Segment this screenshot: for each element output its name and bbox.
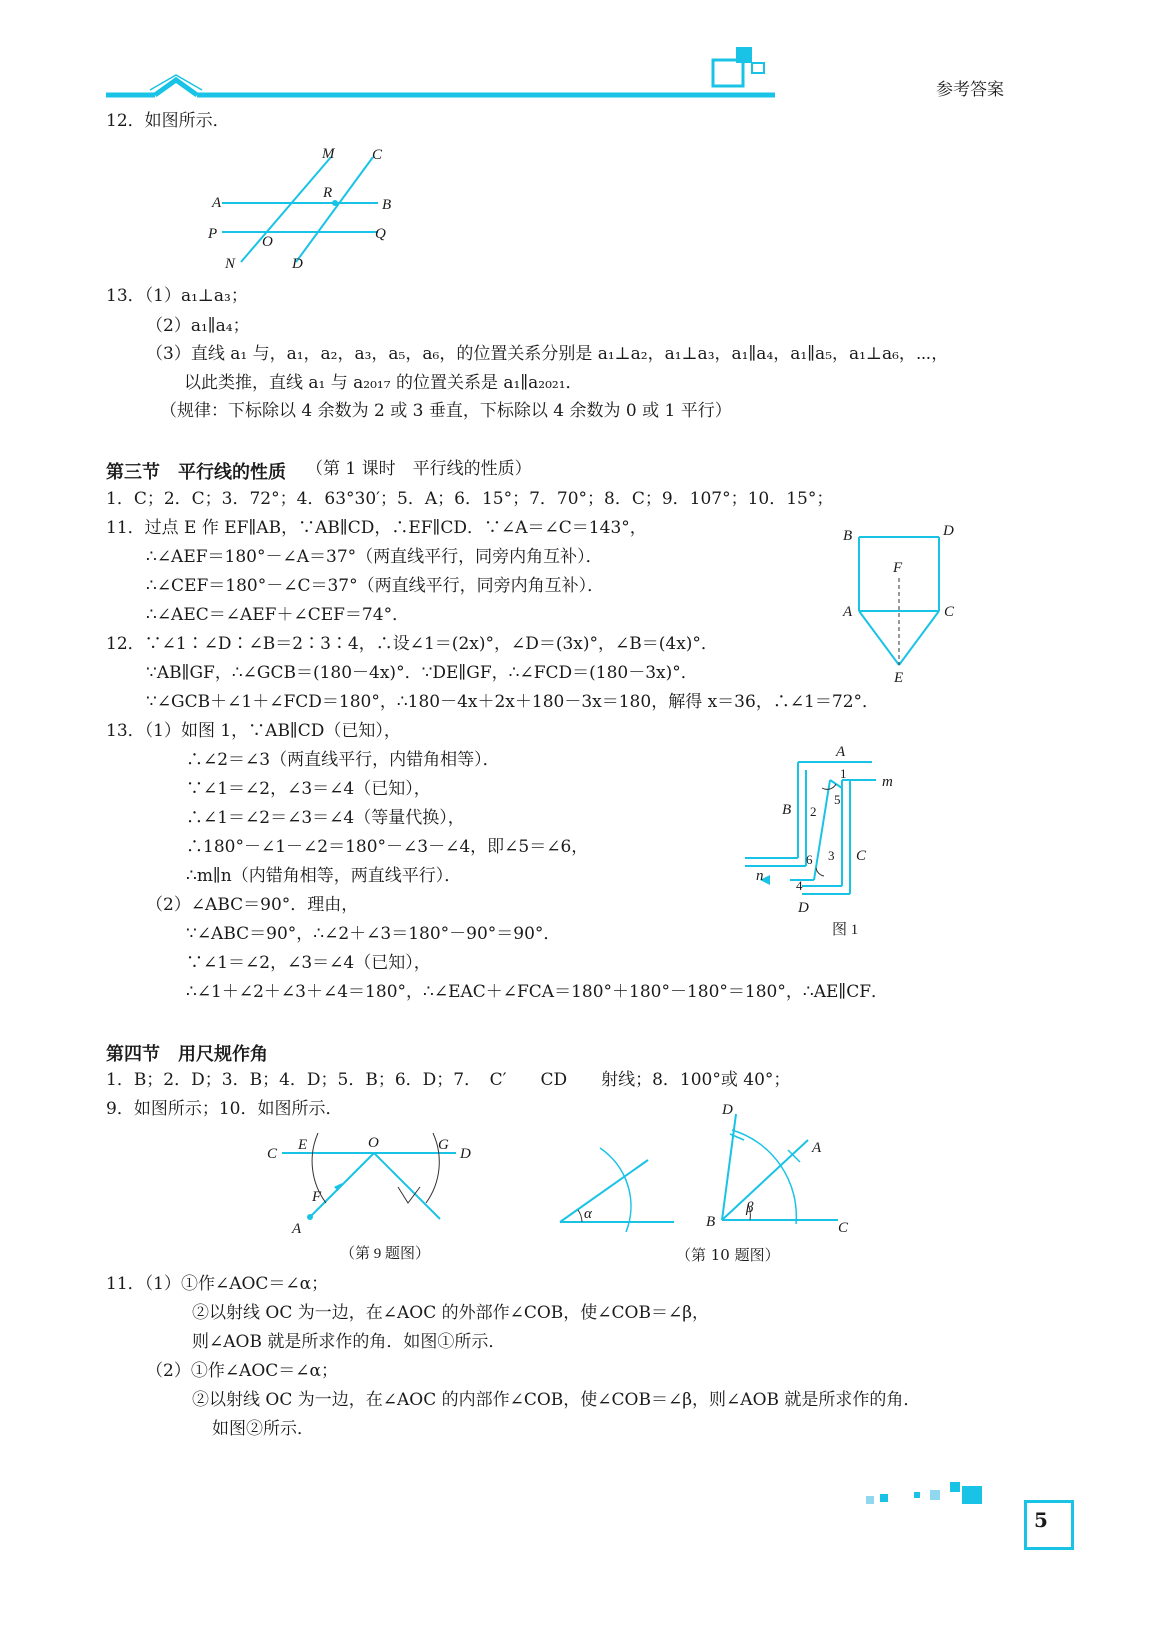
section3-subtitle: （第 1 课时 平行线的性质）	[306, 459, 532, 479]
q13a-line5: （规律：下标除以 4 余数为 2 或 3 垂直，下标除以 4 余数为 0 或 1 平行）	[160, 401, 732, 421]
fig10-label-alpha: α	[584, 1206, 592, 1222]
fig9-label-A: A	[292, 1221, 302, 1237]
s3-q13-line10: ∴∠1＋∠2＋∠3＋∠4＝180°，∴∠EAC＋∠FCA＝180°＋180°－180°＝180°，∴AE∥CF．	[186, 982, 889, 1002]
s4-q11-line4: （2）①作∠AOC＝∠α；	[146, 1361, 339, 1381]
q12a-label-M: M	[322, 146, 335, 162]
s3-q12-line3: ∵∠GCB＋∠1＋∠FCD＝180°，∴180－4x＋2x＋180－3x＝180，解得 x＝36，∴∠1＝72°．	[146, 692, 880, 712]
s3-q11-label-F: F	[893, 560, 903, 576]
fig10-label-A: A	[812, 1140, 822, 1156]
fig1-angle-1: 1	[840, 766, 847, 781]
section4-answers: 1．B；2．D；3．B；4．D；5．B；6．D；7． C′ CD 射线；8．100°或 40°；	[106, 1070, 791, 1090]
s3-q13-line3: ∵∠1＝∠2，∠3＝∠4（已知），	[186, 779, 431, 799]
fig1-label-n: n	[756, 868, 764, 884]
s4-q11-line5: ②以射线 OC 为一边，在∠AOC 的内部作∠COB，使∠COB＝∠β，则∠AOB 就是所求作的角．	[192, 1390, 921, 1410]
s4-q11-line1: 11．（1）①作∠AOC＝∠α；	[106, 1274, 329, 1294]
fig9-label-E: E	[298, 1137, 308, 1153]
q12a-label-O: O	[262, 234, 273, 250]
s3-q13-line9: ∵∠1＝∠2，∠3＝∠4（已知），	[186, 953, 431, 973]
fig1-label-m: m	[882, 774, 893, 790]
fig9-label-G: G	[438, 1137, 449, 1153]
fig10-alpha	[550, 1140, 685, 1240]
s3-q11-line2: ∴∠AEF＝180°－∠A＝37°（两直线平行，同旁内角互补）．	[146, 547, 603, 567]
q12a-label-P: P	[208, 226, 218, 242]
fig9-label-C: C	[267, 1146, 278, 1162]
s3-q12-line1: 12．∵∠1∶∠D∶∠B＝2∶3∶4，∴设∠1＝(2x)°，∠D＝(3x)°，∠B＝(4x)°．	[106, 634, 718, 654]
s3-q13-line8: ∵∠ABC＝90°，∴∠2＋∠3＝180°－90°＝90°．	[186, 924, 561, 944]
q12a-label-Q: Q	[375, 226, 386, 242]
s3-q11-line1: 11．过点 E 作 EF∥AB，∵AB∥CD，∴EF∥CD．∵∠A＝∠C＝143°，	[106, 518, 647, 538]
s3-q11-label-B: B	[843, 528, 853, 544]
q12a-label-D: D	[292, 256, 303, 272]
fig9-label-O: O	[368, 1135, 379, 1151]
s3-q11-line4: ∴∠AEC＝∠AEF＋∠CEF＝74°．	[146, 605, 410, 625]
header-title: 参考答案	[936, 80, 1004, 100]
section3-title: 第三节 平行线的性质	[106, 462, 286, 483]
fig9	[258, 1125, 488, 1265]
fig1-label-A: A	[836, 744, 846, 760]
q13a-line1: 13．（1）a₁⊥a₃；	[106, 286, 248, 306]
s4-q11-line6: 如图②所示．	[212, 1419, 314, 1439]
s3-q11-label-E: E	[894, 670, 904, 686]
page-number-box	[1024, 1500, 1074, 1550]
fig9-label-D: D	[460, 1146, 471, 1162]
fig1-angle-2: 2	[810, 804, 817, 819]
s3-q11-line3: ∴∠CEF＝180°－∠C＝37°（两直线平行，同旁内角互补）．	[146, 576, 605, 596]
fig10-caption: （第 10 题图）	[676, 1246, 780, 1264]
fig1-angle-4: 4	[796, 878, 803, 893]
q12a-label-R: R	[323, 185, 333, 201]
fig1-angle-5: 5	[834, 792, 841, 807]
s3-q11-label-C: C	[944, 604, 955, 620]
s3-q11-figure	[835, 515, 970, 690]
footer-decoration	[860, 1480, 990, 1510]
q13a-line2: （2）a₁∥a₄；	[146, 316, 250, 336]
s4-q11-line3: 则∠AOB 就是所求作的角．如图①所示．	[192, 1332, 506, 1352]
q12a-label-N: N	[225, 256, 236, 272]
s3-q13-line6: ∴m∥n（内错角相等，两直线平行）．	[186, 866, 462, 886]
fig1-label-B: B	[782, 802, 792, 818]
fig10-label-B: B	[706, 1214, 716, 1230]
q13a-line4: 以此类推，直线 a₁ 与 a₂₀₁₇ 的位置关系是 a₁∥a₂₀₂₁．	[184, 373, 583, 393]
fig10	[700, 1100, 860, 1240]
s4-q11-line2: ②以射线 OC 为一边，在∠AOC 的外部作∠COB，使∠COB＝∠β，	[192, 1303, 710, 1323]
s3-q11-label-A: A	[843, 604, 853, 620]
fig1	[740, 740, 920, 945]
page-number: 5	[1034, 1508, 1048, 1532]
section4-line9: 9．如图所示；10．如图所示．	[106, 1099, 343, 1119]
s3-q13-line1: 13．（1）如图 1，∵AB∥CD（已知），	[106, 721, 401, 741]
s3-q12-line2: ∵AB∥GF，∴∠GCB＝(180－4x)°．∵DE∥GF，∴∠FCD＝(180－3x)°．	[146, 663, 698, 683]
fig9-caption: （第 9 题图）	[340, 1246, 431, 1262]
section3-answers: 1．C；2．C；3．72°；4．63°30′；5．A；6．15°；7．70°；8．C；9．107°；10．15°；	[106, 489, 834, 509]
s3-q13-line7: （2）∠ABC＝90°．理由，	[146, 895, 359, 915]
s3-q11-label-D: D	[943, 523, 954, 539]
fig1-angle-3: 3	[828, 848, 835, 863]
fig9-label-F: F	[312, 1189, 322, 1205]
section4-title: 第四节 用尺规作角	[106, 1044, 268, 1065]
q12a-figure	[200, 140, 410, 275]
fig10-label-C: C	[838, 1220, 849, 1236]
fig1-label-C: C	[856, 848, 867, 864]
fig10-label-D: D	[722, 1102, 733, 1118]
q12a-label-A: A	[212, 195, 222, 211]
q12a-label-C: C	[372, 147, 383, 163]
s3-q13-line5: ∴180°－∠1－∠2＝180°－∠3－∠4，即∠5＝∠6，	[186, 837, 589, 857]
fig1-angle-6: 6	[806, 852, 813, 867]
q12a-label-B: B	[382, 197, 392, 213]
q13a-line3: （3）直线 a₁ 与，a₁，a₂，a₃，a₅，a₆，的位置关系分别是 a₁⊥a₂，a₁⊥a₃，a₁∥a₄，a₁∥a₅，a₁⊥a₆，⋯，	[146, 344, 949, 364]
fig10-label-beta: β	[746, 1200, 754, 1216]
fig1-caption: 图 1	[832, 922, 859, 938]
s3-q13-line2: ∴∠2＝∠3（两直线平行，内错角相等）．	[186, 750, 500, 770]
fig1-label-D: D	[798, 900, 809, 916]
s3-q13-line4: ∴∠1＝∠2＝∠3＝∠4（等量代换），	[186, 808, 465, 828]
q12a-text: 12．如图所示．	[106, 111, 230, 131]
